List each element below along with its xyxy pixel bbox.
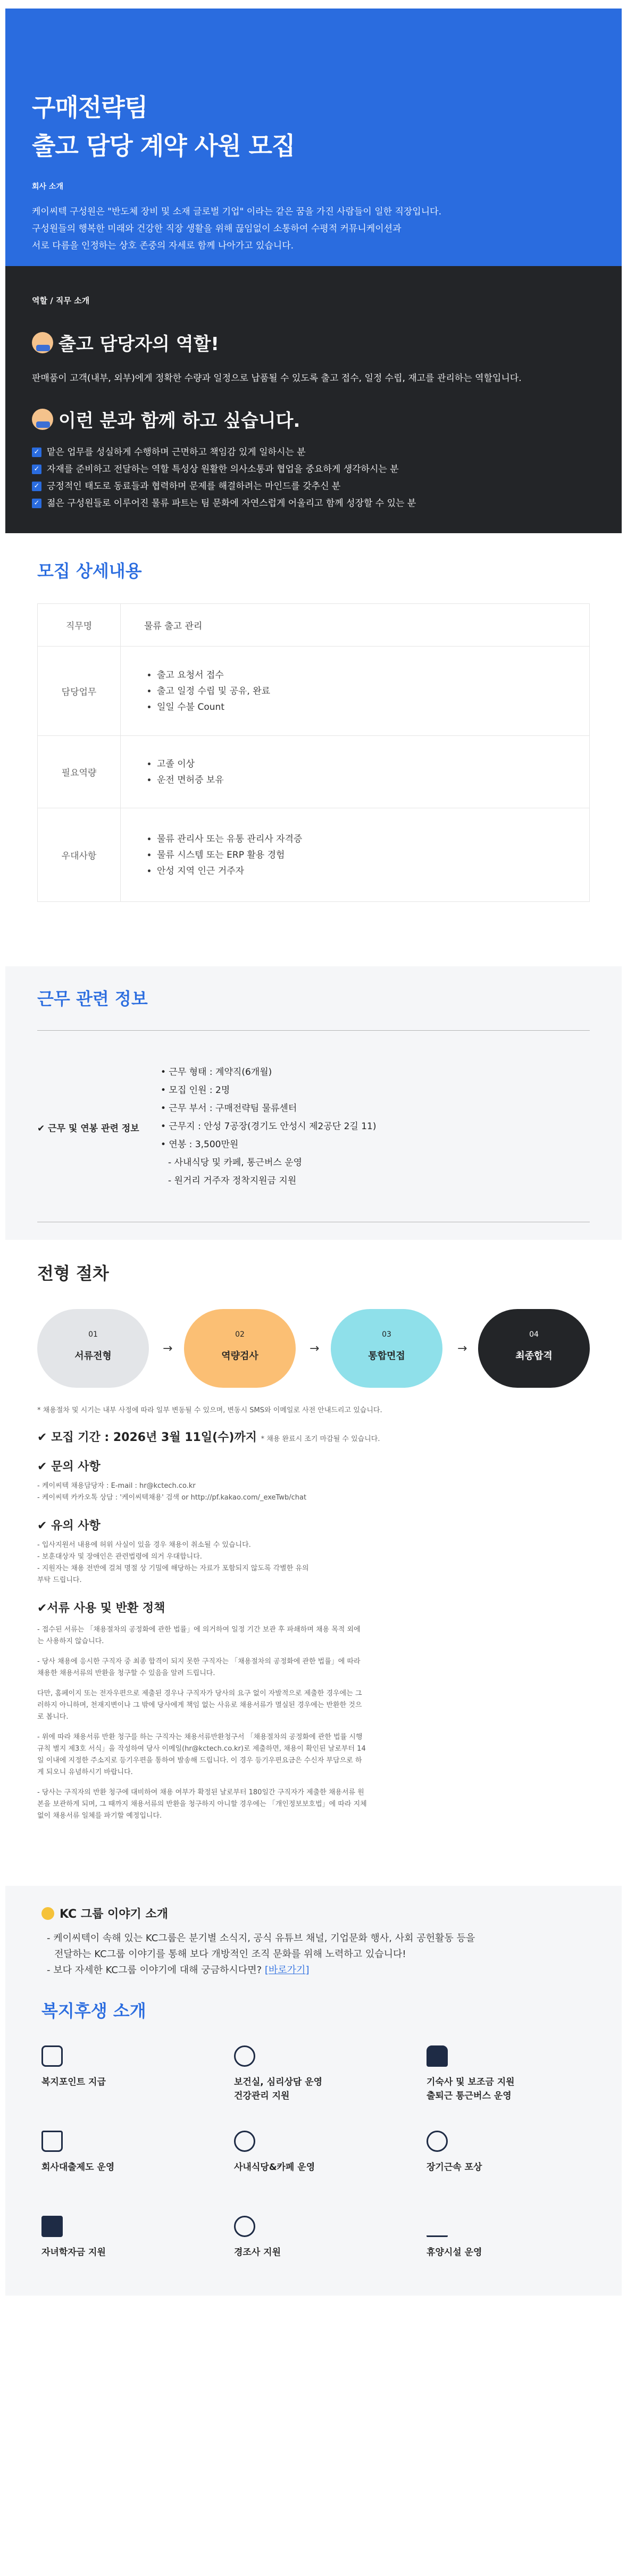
list-item: • 출고 요청서 접수 bbox=[157, 667, 589, 683]
table-row bbox=[38, 647, 590, 736]
list-item: - 케이씨텍 카카오톡 상담 : '케이씨텍채용' 검색 or http://pf.kakao.com/_exeTwb/chat bbox=[37, 1494, 307, 1502]
benefit-item bbox=[234, 2216, 404, 2259]
step-number: 04 bbox=[529, 1330, 539, 1339]
row-key: 우대사항 bbox=[38, 808, 121, 902]
benefit-label bbox=[41, 2075, 212, 2089]
benefit-label bbox=[427, 2246, 597, 2259]
list-item: - 원거리 거주자 정착지원금 지원 bbox=[168, 1175, 297, 1186]
process-steps bbox=[37, 1309, 590, 1389]
kc-description bbox=[47, 1931, 475, 1978]
list-item: - 지원자는 채용 전반에 걸쳐 명절 상 기밀에 해당하는 자료가 포함되지 않도록 각별한 유의 bbox=[37, 1564, 309, 1572]
worker-emoji-icon bbox=[32, 332, 53, 353]
list-item bbox=[32, 478, 600, 495]
list-item: • 근무 부서 : 구매전략팀 물류센터 bbox=[161, 1103, 297, 1114]
details-title: 모집 상세내용 bbox=[37, 561, 142, 581]
row-key: 담당업무 bbox=[38, 647, 121, 736]
policy-paragraph: - 당사는 구직자의 반환 청구에 대비하여 채용 여부가 확정된 날로부터 180일간 구직자가 제출한 채용서류 원본을 보관하게 되며, 그 때까지 채용서류의 반환을 청구하지 아니할 경우에는 「개인정보보호법」에 따라 지체 없이 채용서류 일체를 파기할 예정입니다. bbox=[37, 1788, 367, 1820]
inquiry-list bbox=[37, 1480, 590, 1504]
house-loan-icon bbox=[41, 2131, 63, 2152]
checkbox-icon: ✓ bbox=[32, 448, 41, 457]
step-interview bbox=[331, 1309, 442, 1388]
benefit-item bbox=[427, 2131, 597, 2174]
title-line-1: 구매전략팀 bbox=[32, 93, 148, 122]
arrow-right-icon: → bbox=[457, 1342, 467, 1355]
table-row bbox=[38, 808, 590, 902]
wants-heading-text: 이런 분과 함께 하고 싶습니다. bbox=[58, 410, 300, 432]
smile-emoji-icon bbox=[41, 1907, 54, 1920]
divider bbox=[37, 1030, 590, 1031]
list-item: • 물류 관리사 또는 유통 관리사 자격증 bbox=[157, 831, 589, 847]
list-item: • 일일 수불 Count bbox=[157, 699, 589, 715]
page-title bbox=[32, 88, 600, 165]
benefits-title: 복지후생 소개 bbox=[41, 2001, 146, 2021]
kc-shortcut-link[interactable]: [바로가기] bbox=[264, 1965, 310, 1976]
list-item: - 입사지원서 내용에 허위 사실이 있을 경우 채용이 취소될 수 있습니다. bbox=[37, 1541, 251, 1549]
list-item: - 사내식당 및 카페, 통근버스 운영 bbox=[168, 1157, 303, 1168]
benefit-item bbox=[234, 2045, 404, 2103]
kc-line bbox=[47, 1962, 475, 1978]
benefit-label-line: 휴양시설 운영 bbox=[427, 2247, 482, 2258]
notes-section bbox=[37, 1405, 590, 1822]
role-section bbox=[5, 266, 622, 533]
worker-emoji-icon bbox=[32, 409, 53, 430]
table-row bbox=[38, 736, 590, 808]
work-info-list bbox=[161, 1063, 377, 1190]
kc-heading-text: KC 그룹 이야기 소개 bbox=[60, 1908, 168, 1921]
benefit-label bbox=[41, 2160, 212, 2174]
benefit-item bbox=[427, 2216, 597, 2259]
list-item: - 보훈대상자 및 장애인은 관련법령에 의거 우대합니다. bbox=[37, 1553, 202, 1561]
kc-line-text: - 보다 자세한 KC그룹 이야기에 대해 궁금하시다면? bbox=[47, 1965, 262, 1976]
arrow-right-icon: → bbox=[310, 1342, 320, 1355]
hand-coin-icon bbox=[41, 2045, 63, 2067]
car-icon bbox=[427, 2045, 448, 2067]
list-item: • 근무 형태 : 계약직(6개월) bbox=[161, 1067, 272, 1078]
list-item: • 고졸 이상 bbox=[157, 756, 589, 772]
work-info-key: ✔ 근무 및 연봉 관련 정보 bbox=[37, 1123, 139, 1134]
work-info-section bbox=[5, 966, 622, 1240]
benefit-label bbox=[427, 2160, 597, 2174]
step-aptitude-test bbox=[184, 1309, 296, 1388]
benefit-item bbox=[234, 2131, 404, 2174]
docs-policy-body bbox=[37, 1624, 367, 1822]
caution-list bbox=[37, 1539, 590, 1586]
kc-line: - 케이씨텍이 속해 있는 KC그룹은 분기별 소식지, 공식 유튜브 채널, 기업문화 행사, 사회 공헌활동 등을 bbox=[47, 1933, 475, 1944]
benefit-label-line: 경조사 지원 bbox=[234, 2247, 281, 2258]
wants-heading bbox=[32, 406, 600, 432]
kc-group-section bbox=[5, 1886, 622, 2296]
benefit-label bbox=[234, 2075, 404, 2103]
medal-icon bbox=[427, 2131, 448, 2152]
benefit-label-line: 출퇴근 통근버스 운영 bbox=[427, 2091, 512, 2101]
recruitment-period bbox=[37, 1428, 590, 1445]
step-number: 02 bbox=[235, 1330, 245, 1339]
arrow-right-icon: → bbox=[163, 1342, 173, 1355]
want-text: 자재를 준비하고 전달하는 역할 특성상 원활한 의사소통과 협업을 중요하게 생각하시는 분 bbox=[47, 464, 399, 475]
benefit-label bbox=[41, 2246, 212, 2259]
benefit-label-line: 장기근속 포상 bbox=[427, 2162, 482, 2173]
cafeteria-icon bbox=[234, 2131, 255, 2152]
row-value bbox=[121, 647, 590, 736]
benefit-label-line: 보건실, 심리상담 운영 bbox=[234, 2077, 323, 2088]
role-heading bbox=[32, 329, 600, 355]
step-name: 서류전형 bbox=[74, 1351, 112, 1362]
list-item: 부탁 드립니다. bbox=[37, 1576, 82, 1584]
step-number: 01 bbox=[88, 1330, 98, 1339]
list-item: • 모집 인원 : 2명 bbox=[161, 1085, 230, 1096]
step-name: 통합면접 bbox=[368, 1351, 405, 1362]
list-item: • 물류 시스템 또는 ERP 활용 경험 bbox=[157, 847, 589, 863]
kc-line: 전달하는 KC그룹 이야기를 통해 보다 개방적인 조직 문화를 위해 노력하고 있습니다! bbox=[54, 1949, 406, 1960]
checkbox-icon: ✓ bbox=[32, 465, 41, 474]
checkbox-icon: ✓ bbox=[32, 499, 41, 508]
resort-icon bbox=[427, 2216, 448, 2237]
benefit-label bbox=[234, 2246, 404, 2259]
benefit-label-line: 기숙사 및 보조금 지원 bbox=[427, 2077, 515, 2088]
list-item bbox=[32, 444, 600, 461]
docs-policy-title: ✔서류 사용 및 반환 정책 bbox=[37, 1602, 165, 1615]
kc-heading bbox=[41, 1905, 168, 1921]
list-item: • 출고 일정 수립 및 공유, 완료 bbox=[157, 683, 589, 699]
benefit-label-line: 회사대출제도 운영 bbox=[41, 2162, 115, 2173]
inquiry-title: ✔ 문의 사항 bbox=[37, 1460, 101, 1473]
gift-money-icon bbox=[234, 2216, 255, 2237]
role-heading-text: 출고 담당자의 역할! bbox=[58, 334, 219, 355]
work-info-title: 근무 관련 정보 bbox=[37, 989, 148, 1009]
process-note: * 채용절차 및 시기는 내부 사정에 따라 일부 변동될 수 있으며, 변동시 SMS와 이메일로 사전 안내드리고 있습니다. bbox=[37, 1406, 382, 1414]
policy-paragraph: - 위에 따라 채용서류 반환 청구를 하는 구직자는 채용서류반환청구서 「채용절차의 공정화에 관한 법률 시행규칙 별지 제3호 서식」을 작성하여 당사 이메일(hr@kctech.co.kr)로 제출하면, 채용이 확인된 날로부터 14일 이내에 지정한 주소지로 등기우편을 통하여 발송해 드립니다. 이 경우 등기우편요금은 수신자 부담으로 하게 되오니 유념하시기 바랍니다. bbox=[37, 1733, 366, 1776]
intro-line: 케이씨텍 구성원은 "반도체 장비 및 소재 글로벌 기업" 이라는 같은 꿈을 가진 사람들이 일한 직장입니다. bbox=[32, 206, 441, 217]
table-row bbox=[38, 604, 590, 647]
want-text: 맡은 업무를 성실하게 수행하며 근면하고 책임감 있게 일하시는 분 bbox=[47, 447, 306, 458]
row-value bbox=[121, 604, 590, 647]
list-item: • 안성 지역 인근 거주자 bbox=[157, 863, 589, 879]
wants-list bbox=[32, 444, 600, 512]
benefit-item bbox=[41, 2045, 212, 2089]
row-key: 필요역량 bbox=[38, 736, 121, 808]
list-item: • 연봉 : 3,500만원 bbox=[161, 1139, 239, 1150]
list-item: - 케이씨텍 채용담당자 : E-mail : hr@kctech.co.kr bbox=[37, 1482, 196, 1490]
policy-paragraph: - 당사 채용에 응시한 구직자 중 최종 합격이 되지 못한 구직자는 「채용절차의 공정화에 관한 법률」에 따라 채용한 채용서류의 반환을 청구할 수 있음을 알려 드립니다. bbox=[37, 1658, 361, 1677]
row-value bbox=[121, 736, 590, 808]
benefit-item bbox=[41, 2131, 212, 2174]
list-item: • 근무지 : 안성 7공장(경기도 안성시 제2공단 2길 11) bbox=[161, 1121, 377, 1132]
benefit-label bbox=[427, 2075, 597, 2103]
step-name: 역량검사 bbox=[221, 1351, 258, 1362]
want-text: 젊은 구성원들로 이루어진 물류 파트는 팀 문화에 자연스럽게 어울리고 함께 성장할 수 있는 분 bbox=[47, 498, 416, 509]
role-label: 역할 / 직무 소개 bbox=[32, 296, 90, 305]
row-value bbox=[121, 808, 590, 902]
company-intro bbox=[32, 203, 600, 254]
row-key: 직무명 bbox=[38, 604, 121, 647]
benefit-item bbox=[427, 2045, 597, 2103]
row-value-text: 물류 출고 관리 bbox=[144, 621, 203, 632]
benefit-label-line: 복지포인트 지급 bbox=[41, 2077, 106, 2088]
policy-paragraph: 다만, 홈페이지 또는 전자우편으로 제출된 경우나 구직자가 당사의 요구 없이 자발적으로 제출한 경우에는 그러하지 아니하며, 천재지변이나 그 밖에 당사에게 책임 없는 사유로 채용서류가 멸실된 경우에는 반환한 것으로 봅니다. bbox=[37, 1689, 362, 1721]
list-item bbox=[32, 495, 600, 512]
benefit-label bbox=[234, 2160, 404, 2174]
want-text: 긍정적인 태도로 동료들과 협력하며 문제를 해결하려는 마인드를 갖추신 분 bbox=[47, 481, 341, 492]
benefit-label-line: 사내식당&카페 운영 bbox=[234, 2162, 315, 2173]
step-name: 최종합격 bbox=[515, 1351, 553, 1362]
intro-line: 구성원들의 행복한 미래와 건강한 직장 생활을 위해 끊임없이 소통하여 수평적 커뮤니케이션과 bbox=[32, 223, 402, 234]
graduation-cap-icon bbox=[41, 2216, 63, 2237]
checkbox-icon: ✓ bbox=[32, 482, 41, 491]
role-description: 판매품이 고객(내부, 외부)에게 정확한 수량과 일정으로 납품될 수 있도록 출고 접수, 일정 수립, 재고를 관리하는 역할입니다. bbox=[32, 373, 522, 384]
intro-line: 서로 다름을 인정하는 상호 존중의 자세로 함께 나아가고 있습니다. bbox=[32, 241, 294, 251]
list-item bbox=[32, 461, 600, 478]
details-table bbox=[37, 603, 590, 902]
policy-paragraph: - 접수된 서류는 「채용절차의 공정화에 관한 법률」에 의거하여 일정 기간 보관 후 파쇄하며 채용 목적 외에는 사용하지 않습니다. bbox=[37, 1626, 361, 1645]
stethoscope-icon bbox=[234, 2045, 255, 2067]
title-line-2: 출고 담당 계약 사원 모집 bbox=[32, 131, 295, 160]
process-title: 전형 절차 bbox=[37, 1263, 109, 1283]
hero-banner bbox=[5, 9, 622, 266]
step-document-screening bbox=[37, 1309, 149, 1388]
caution-title: ✔ 유의 사항 bbox=[37, 1519, 101, 1533]
benefit-label-line: 자녀학자금 지원 bbox=[41, 2247, 106, 2258]
step-number: 03 bbox=[382, 1330, 391, 1339]
period-label: ✔ 모집 기간 : 2026년 3월 11일(수)까지 bbox=[37, 1431, 257, 1444]
benefit-item bbox=[41, 2216, 212, 2259]
list-item: • 운전 면허증 보유 bbox=[157, 772, 589, 788]
step-final-pass bbox=[478, 1309, 590, 1388]
benefit-label-line: 건강관리 지원 bbox=[234, 2091, 290, 2101]
company-intro-label: 회사 소개 bbox=[32, 183, 63, 191]
period-note: * 채용 완료시 조기 마감될 수 있습니다. bbox=[261, 1435, 380, 1443]
